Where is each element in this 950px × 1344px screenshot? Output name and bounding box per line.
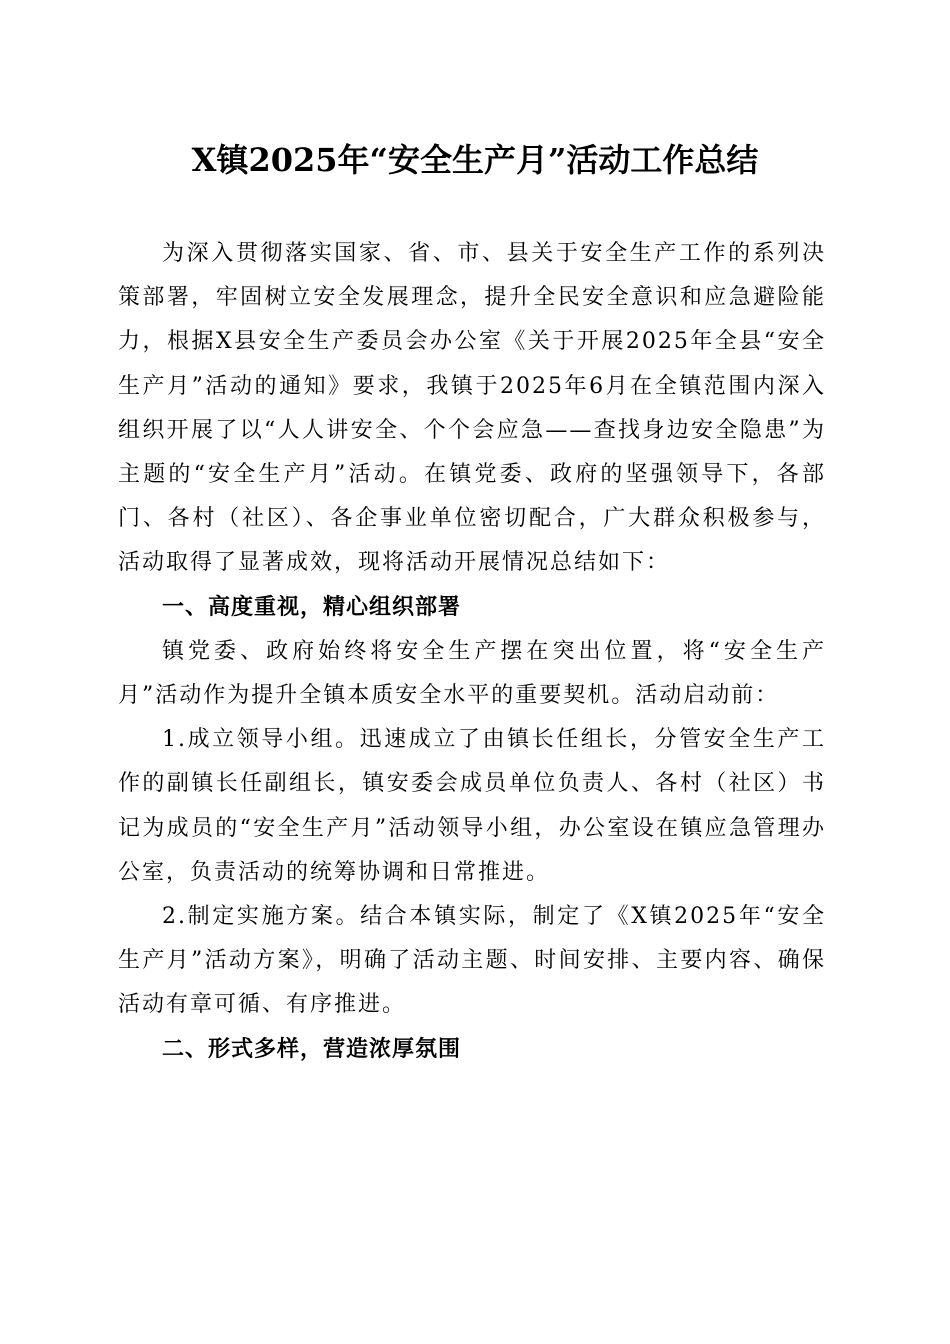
intro-paragraph: 为深入贯彻落实国家、省、市、县关于安全生产工作的系列决策部署，牢固树立安全发展理念，提升全民安全意识和应急避险能力，根据X县安全生产委员会办公室《关于开展2025年全县“安全生产月”活动的通知》要求，我镇于2025年6月在全镇范围内深入组织开展了以“人人讲安全、个个会应急——查找身边安全隐患”为主题的“安全生产月”活动。在镇党委、政府的坚强领导下，各部门、各村（社区）、各企事业单位密切配合，广大群众积极参与，活动取得了显著成效，现将活动开展情况总结如下： [118, 241, 826, 576]
section-heading-2: 二、形式多样，营造浓厚氛围 [162, 1036, 462, 1062]
section-1-paragraph: 镇党委、政府始终将安全生产摆在突出位置，将“安全生产月”活动作为提升全镇本质安全水平的重要契机。活动启动前： [118, 638, 826, 709]
document-title: X镇2025年“安全生产月”活动工作总结 [191, 141, 759, 179]
list-item-2: 2.制定实施方案。结合本镇实际，制定了《X镇2025年“安全生产月”活动方案》，明确了活动主题、时间安排、主要内容、确保活动有章可循、有序推进。 [118, 904, 826, 1018]
list-item-1: 1.成立领导小组。迅速成立了由镇长任组长，分管安全生产工作的副镇长任副组长，镇安委会成员单位负责人、各村（社区）书记为成员的“安全生产月”活动领导小组，办公室设在镇应急管理办公室，负责活动的统筹协调和日常推进。 [118, 727, 826, 885]
document-body [118, 232, 826, 1072]
section-heading-1: 一、高度重视，精心组织部署 [162, 594, 462, 620]
